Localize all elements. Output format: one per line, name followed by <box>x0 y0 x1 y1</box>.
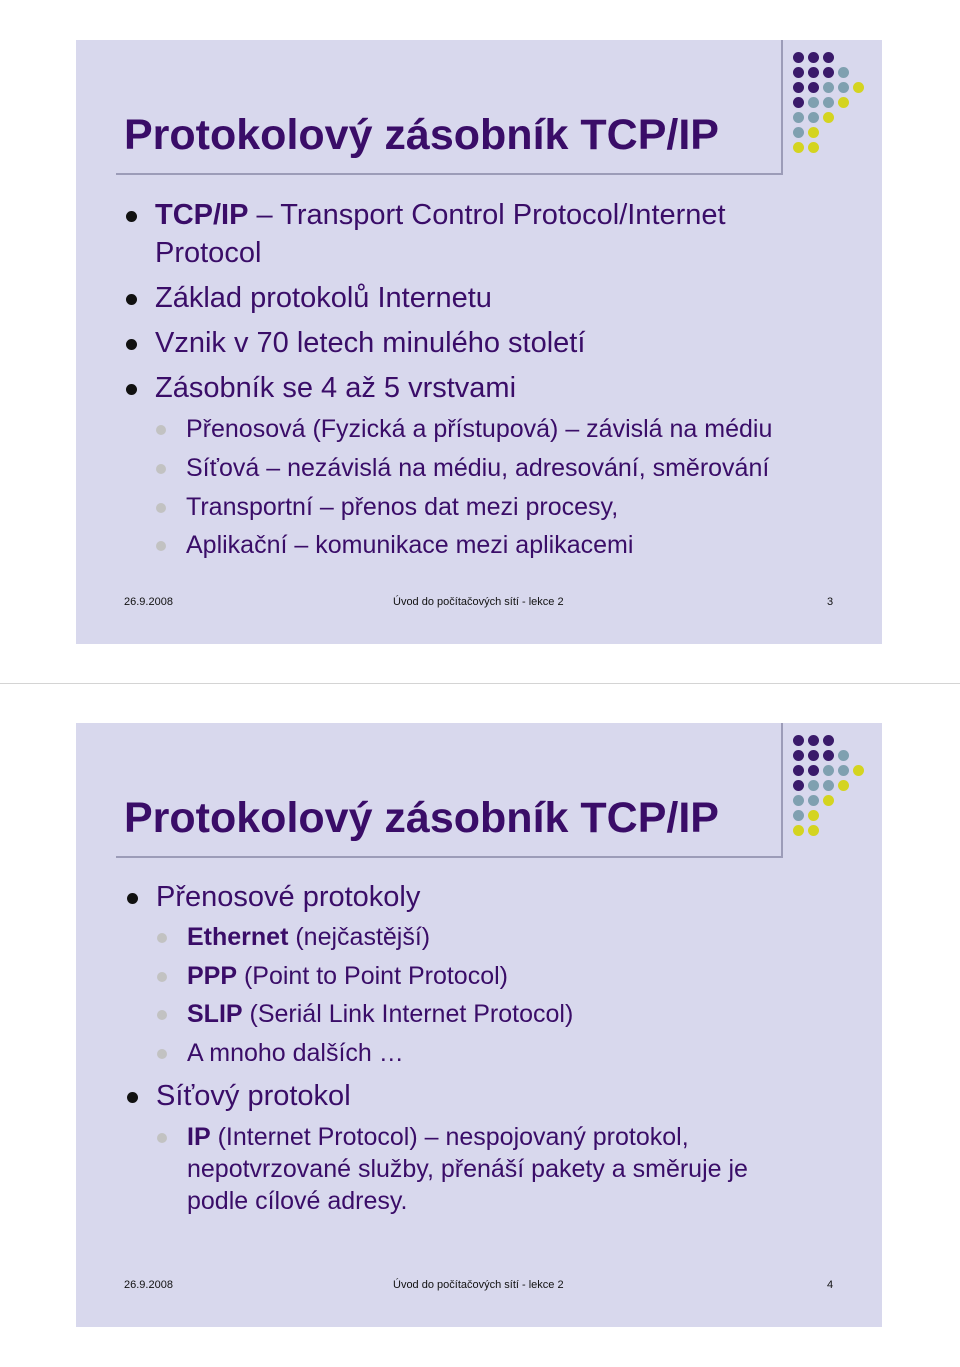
item-text-line2: Protocol <box>155 237 262 269</box>
sub-bullet-dot-icon <box>156 541 166 551</box>
slide-title: Protokolový zásobník TCP/IP <box>124 794 719 842</box>
list-item <box>155 196 726 272</box>
item-text: (Internet Protocol) – nespojovaný protokol, <box>210 1123 689 1151</box>
slide-3 <box>76 40 882 644</box>
list-sub-item <box>187 921 430 953</box>
item-text: (Point to Point Protocol) <box>237 962 508 990</box>
item-text: Zásobník se 4 až 5 vrstvami <box>155 372 517 404</box>
item-text: (Seriál Link Internet Protocol) <box>242 1000 574 1028</box>
list-sub-item <box>187 998 573 1030</box>
slide-4 <box>76 723 882 1327</box>
list-item <box>155 369 516 407</box>
page-divider <box>0 683 960 684</box>
bullet-dot-icon <box>126 339 137 350</box>
item-text: – Transport Control Protocol/Internet <box>248 199 726 231</box>
item-text: Síťová – nezávislá na médiu, adresování, směrování <box>186 454 770 482</box>
item-text-line2: nepotvrzované služby, přenáší pakety a směruje je <box>187 1155 748 1183</box>
list-item <box>156 878 420 916</box>
item-text: Síťový protokol <box>156 1080 351 1112</box>
item-text: A mnoho dalších … <box>187 1039 404 1067</box>
item-text: Aplikační – komunikace mezi aplikacemi <box>186 531 634 559</box>
sub-bullet-dot-icon <box>157 1133 167 1143</box>
term: SLIP <box>187 1000 243 1028</box>
sub-bullet-dot-icon <box>156 503 166 513</box>
bullet-dot-icon <box>126 384 137 395</box>
list-sub-item <box>186 413 772 445</box>
term: Ethernet <box>187 923 289 951</box>
slide-title: Protokolový zásobník TCP/IP <box>124 111 719 159</box>
sub-bullet-dot-icon <box>157 933 167 943</box>
term: IP <box>187 1123 211 1151</box>
footer-course: Úvod do počítačových sítí - lekce 2 <box>393 1279 564 1291</box>
item-text: Základ protokolů Internetu <box>155 282 492 314</box>
sub-bullet-dot-icon <box>156 425 166 435</box>
bullet-list <box>76 40 882 580</box>
item-text: Transportní – přenos dat mezi procesy, <box>186 493 619 521</box>
list-sub-item <box>186 452 769 484</box>
list-sub-item <box>187 1121 748 1217</box>
sub-bullet-dot-icon <box>157 1049 167 1059</box>
footer-page-number: 3 <box>827 596 834 608</box>
term: PPP <box>187 962 238 990</box>
sub-bullet-dot-icon <box>156 464 166 474</box>
sub-bullet-dot-icon <box>157 972 167 982</box>
list-item <box>156 1077 351 1115</box>
item-text: (nejčastější) <box>288 923 431 951</box>
bullet-dot-icon <box>126 211 137 222</box>
item-text: Přenosová (Fyzická a přístupová) – závislá na médiu <box>186 415 773 443</box>
list-item <box>155 324 585 362</box>
footer-page-number: 4 <box>827 1279 834 1291</box>
item-text-line3: podle cílové adresy. <box>187 1187 408 1215</box>
list-sub-item <box>187 1037 404 1069</box>
list-item <box>155 279 492 317</box>
footer-date: 26.9.2008 <box>124 1279 173 1291</box>
list-sub-item <box>187 960 508 992</box>
item-text: Vznik v 70 letech minulého století <box>155 327 586 359</box>
sub-bullet-dot-icon <box>157 1010 167 1020</box>
list-sub-item <box>186 529 633 561</box>
bullet-dot-icon <box>127 1092 138 1103</box>
item-text: Přenosové protokoly <box>156 881 421 913</box>
footer-date: 26.9.2008 <box>124 596 173 608</box>
list-sub-item <box>186 491 618 523</box>
bullet-dot-icon <box>126 294 137 305</box>
bullet-dot-icon <box>127 893 138 904</box>
term: TCP/IP <box>155 199 249 231</box>
footer-course: Úvod do počítačových sítí - lekce 2 <box>393 596 564 608</box>
bullet-list <box>76 723 882 1263</box>
